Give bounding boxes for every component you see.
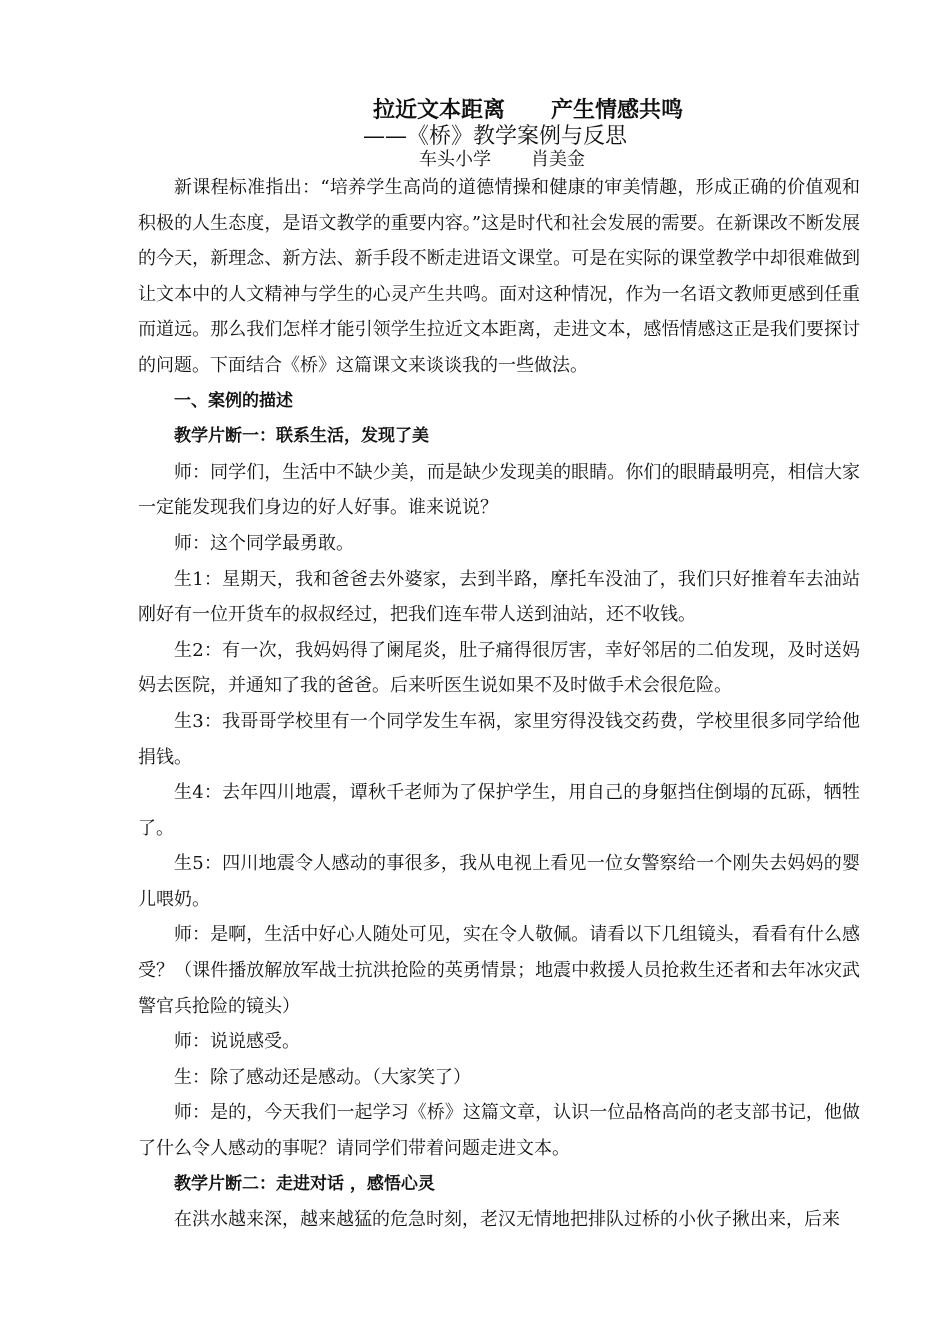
section-heading: 一、案例的描述 [174, 390, 293, 411]
dialogue-paragraph: 生1：星期天，我和爸爸去外婆家，去到半路，摩托车没油了，我们只好推着车去油站刚好有一位开货车的叔叔经过，把我们连车带人送到油站，还不收钱。 [138, 568, 860, 626]
dialogue-paragraph: 生4：去年四川地震，谭秋千老师为了保护学生，用自己的身躯挡住倒塌的瓦砾，牺牲了。 [138, 782, 860, 839]
document-subtitle: ——《桥》教学案例与反思 [363, 124, 628, 149]
segment-heading-2: 教学片断二：走进对话 ，感悟心灵 [174, 1173, 435, 1194]
dialogue-paragraph: 生3：我哥哥学校里有一个同学发生车祸，家里穷得没钱交药费，学校里很多同学给他捐钱。 [138, 710, 860, 768]
dialogue-paragraph: 生2：有一次，我妈妈得了阑尾炎，肚子痛得很厉害，幸好邻居的二伯发现，及时送妈妈去医院，并通知了我的爸爸。后来听医生说如果不及时做手术会很危险。 [138, 639, 860, 697]
dialogue-paragraph: 师：这个同学最勇敢。 [174, 532, 354, 554]
document-body [138, 170, 860, 1238]
dialogue-paragraph: 生：除了感动还是感动。（大家笑了） [174, 1066, 471, 1088]
document-title: 拉近文本距离 产生情感共鸣 [373, 98, 683, 123]
author-name: 肖美金 [531, 149, 585, 170]
dialogue-paragraph: 师：是啊，生活中好心人随处可见，实在令人敬佩。请看以下几组镜头，看看有什么感受？（课件播放解放军战士抗洪抢险的英勇情景；地震中救援人员抢救生还者和去年冰灾武警官兵抢险的镜头） [138, 924, 860, 1017]
dialogue-paragraph: 师：说说感受。 [174, 1031, 300, 1053]
paragraph-intro: 新课程标准指出：“培养学生高尚的道德情操和健康的审美情趣，形成正确的价值观和积极的人生态度，是语文教学的重要内容。”这是时代和社会发展的需要。在新课改不断发展的今天，新理念、新方法、新手段不断走进语文课堂。可是在实际的课堂教学中却很难做到让文本中的人文精神与学生的心灵产生共鸣。面对这种情况，作为一名语文教师更感到任重而道远。那么我们怎样才能引领学生拉近文本距离，走进文本，感悟情感这正是我们要探讨的问题。下面结合《桥》这篇课文来谈谈我的一些做法。 [138, 177, 860, 376]
body-paragraph: 在洪水越来深，越来越猛的危急时刻，老汉无情地把排队过桥的小伙子揪出来，后来 [174, 1209, 840, 1231]
dialogue-paragraph: 生5：四川地震令人感动的事很多，我从电视上看见一位女警察给一个刚失去妈妈的婴儿喂奶。 [138, 853, 860, 910]
dialogue-paragraph: 师：同学们，生活中不缺少美，而是缺少发现美的眼睛。你们的眼睛最明亮，相信大家一定能发现我们身边的好人好事。谁来说说？ [138, 461, 860, 519]
author-line [419, 149, 585, 171]
school-name: 车头小学 [419, 149, 491, 170]
segment-heading-1: 教学片断一：联系生活，发现了美 [174, 426, 429, 447]
dialogue-paragraph: 师：是的，今天我们一起学习《桥》这篇文章，认识一位品格高尚的老支部书记，他做了什么令人感动的事呢？请同学们带着问题走进文本。 [138, 1102, 860, 1160]
